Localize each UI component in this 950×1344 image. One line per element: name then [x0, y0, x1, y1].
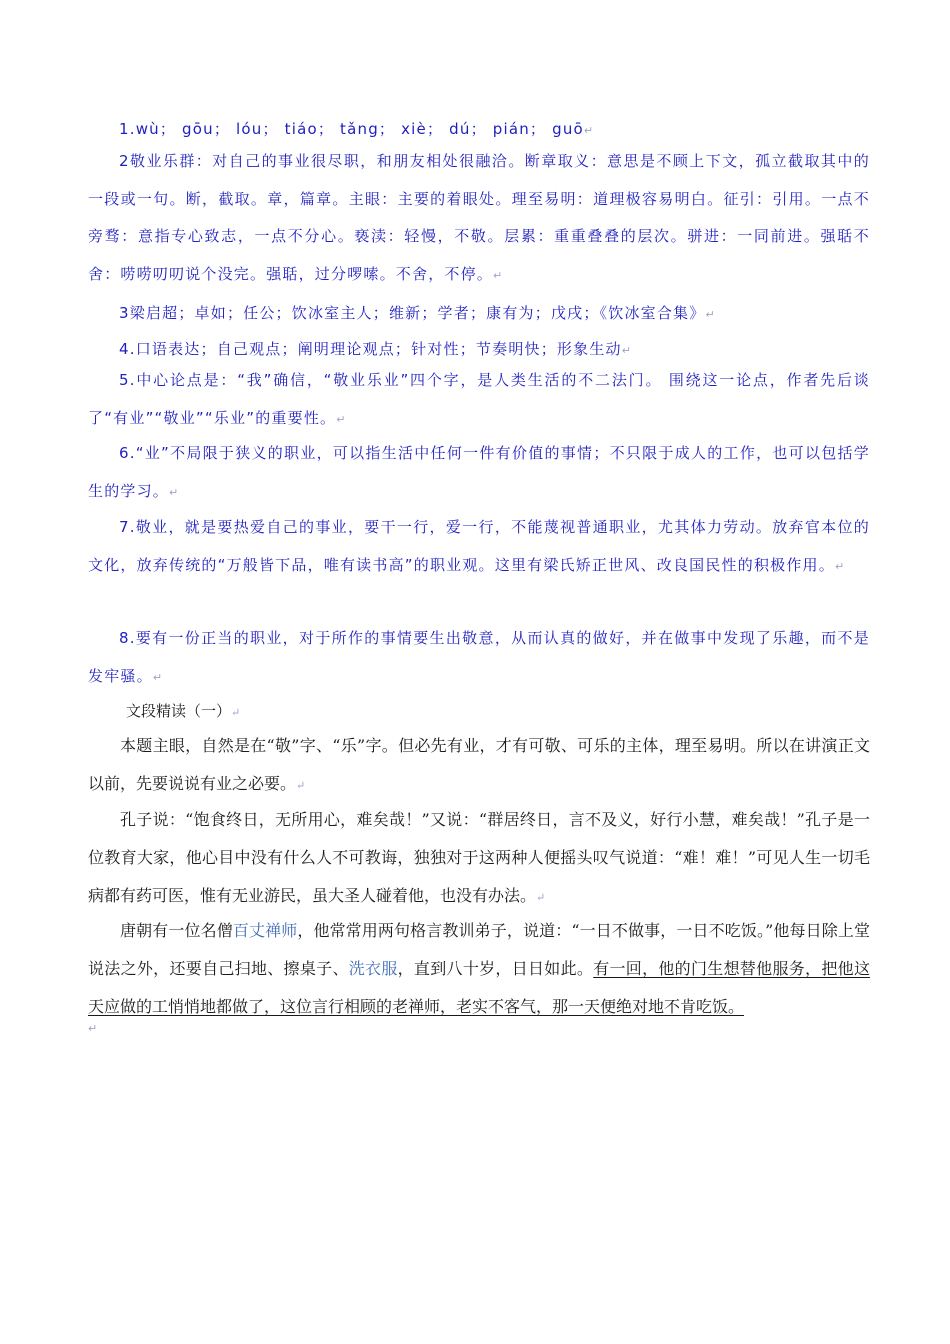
passage-paragraph-1	[88, 727, 870, 805]
answer-7-text: 7.敬业，就是要热爱自己的事业，要干一行，爱一行，不能蔑视普通职业，尤其体力劳动。放弃官本位的文化，放弃传统的“万般皆下品，唯有读书高”的职业观。这里有梁氏矫正世风、改良国民性的积极作用。	[88, 518, 870, 574]
paragraph-mark: ↵	[231, 706, 241, 719]
answer-7	[88, 509, 870, 585]
paragraph-mark: ↵	[88, 1022, 98, 1035]
answer-5-text: 5.中心论点是：“我”确信，“敬业乐业”四个字，是人类生活的不二法门。 围绕这一论点，作者先后谈了“有业”“敬业”“乐业”的重要性。	[88, 371, 870, 427]
answer-6-text: 6.“业”不局限于狭义的职业，可以指生活中任何一件有价值的事情；不只限于成人的工作，也可以包括学生的学习。	[88, 444, 870, 500]
paragraph-mark: ↵	[493, 268, 503, 282]
answer-5	[88, 362, 870, 438]
answer-8-text: 8.要有一份正当的职业，对于所作的事情要生出敬意，从而认真的做好，并在做事中发现了乐趣，而不是发牢骚。	[88, 629, 870, 685]
paragraph-mark: ↵	[296, 779, 306, 792]
paragraph-mark: ↵	[169, 485, 179, 499]
paragraph-mark: ↵	[621, 344, 631, 357]
paragraph-mark: ↵	[536, 891, 546, 904]
underlined-passage: 有一回，他的门生想替他服务，把他这天应做的工悄悄地都做了，这位言行相顾的老禅师，老实不客气，那一天便绝对地不肯吃饭。	[88, 959, 870, 1016]
paragraph-mark: ↵	[834, 559, 845, 573]
passage-paragraph-1-text: 本题主眼，自然是在“敬”字、“乐”字。但必先有业，才有可敬、可乐的主体，理至易明。所以在讲演正文以前，先要说说有业之必要。	[88, 736, 870, 793]
answer-2	[88, 143, 870, 294]
answer-3	[88, 302, 870, 323]
answer-1-text: 1.wù； gōu； lóu； tiáo； tǎng； xiè； dú； pián； guō	[119, 120, 584, 138]
answer-3-text: 3梁启超；卓如；任公；饮冰室主人；维新；学者；康有为；戊戌；《饮冰室合集》	[119, 304, 706, 322]
paragraph-mark: ↵	[705, 308, 715, 321]
answer-4-text: 4.口语表达；自己观点；阐明理论观点；针对性；节奏明快；形象生动	[119, 340, 622, 358]
paragraph-mark: ↵	[152, 670, 163, 684]
answer-8	[88, 620, 870, 696]
section-heading-text: 文段精读（一）	[126, 702, 232, 720]
passage-text-segment: 唐朝有一位名僧	[120, 921, 233, 940]
passage-paragraph-2	[88, 801, 870, 917]
passage-paragraph-2-text: 孔子说：“饱食终日，无所用心，难矣哉！”又说：“群居终日，言不及义，好行小慧，难矣哉！”孔子是一位教育大家，他心目中没有什么人不可教诲，独独对于这两种人便摇头叹气说道：“难！难！”可见人生一切毛病都有药可医，惟有无业游民，虽大圣人碰着他，也没有办法。	[88, 810, 870, 905]
passage-paragraph-3	[88, 912, 870, 1026]
paragraph-mark: ↵	[583, 124, 594, 137]
answer-4	[88, 338, 870, 359]
answer-2-text: 2敬业乐群：对自己的事业很尽职，和朋友相处很融洽。断章取义：意思是不顾上下文，孤立截取其中的一段或一句。断，截取。章，篇章。主眼：主要的着眼处。理至易明：道理极容易明白。征引：引用。一点不旁骛：意指专心致志，一点不分心。亵渎：轻慢，不敬。层累：重重叠叠的层次。骈进：一同前进。强聒不舍：唠唠叨叨说个没完。强聒，过分啰嗦。不舍，不停。	[88, 152, 870, 283]
section-heading	[126, 700, 240, 721]
passage-text-segment: ，直到八十岁，日日如此。	[397, 959, 594, 978]
link-xi-yifu[interactable]: 洗衣服	[348, 959, 398, 978]
passage-text-segment: ，他常常用两句格言教训弟子，说道：“一日不做事，一日不吃饭。”他每日除上堂说法之外，还要自己扫地、擦桌子、	[88, 921, 870, 978]
answer-1	[88, 118, 870, 139]
answer-6	[88, 435, 870, 511]
paragraph-mark: ↵	[336, 412, 346, 426]
link-baizhang-chanshi[interactable]: 百丈禅师	[232, 921, 298, 940]
